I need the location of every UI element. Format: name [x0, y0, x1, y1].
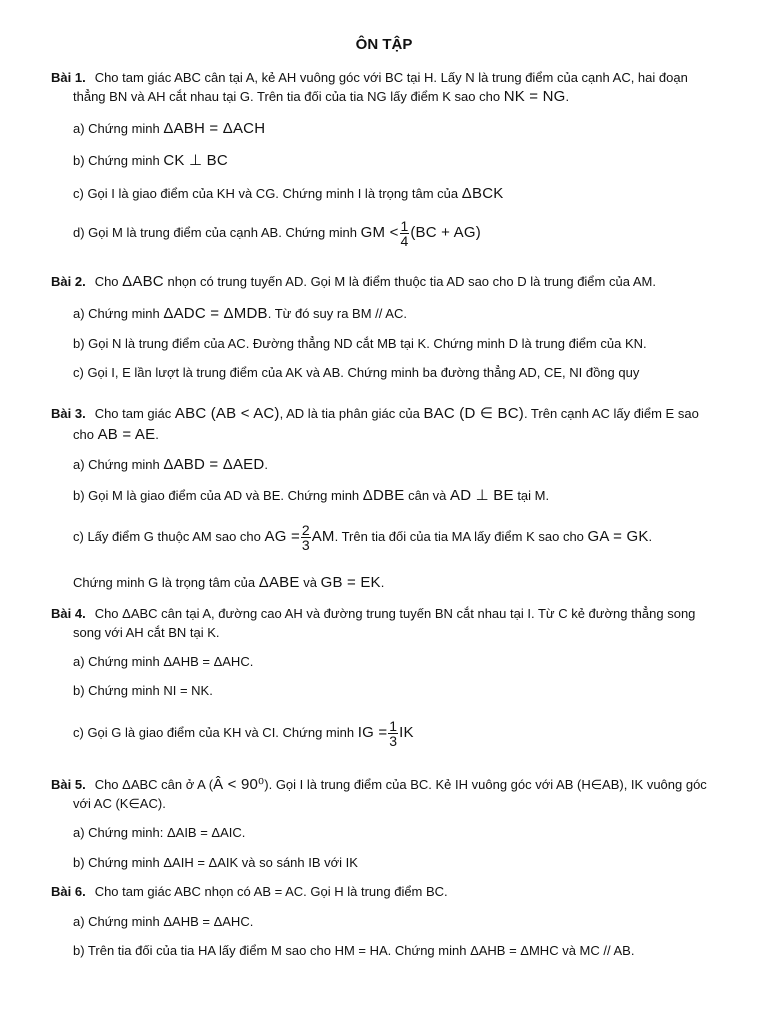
- b4-label: Bài 4.: [51, 606, 86, 621]
- b1-label: Bài 1.: [51, 70, 86, 85]
- b1-a-math: ΔABH = ΔACH: [163, 120, 266, 137]
- b1-b-text: b) Chứng minh: [73, 153, 160, 168]
- b1-math-nk: NK = NG: [503, 88, 566, 105]
- b3-a-math: ΔABD = ΔAED: [163, 456, 265, 473]
- b3-text-1c: . Trên cạnh AC lấy điểm E sao: [523, 406, 699, 421]
- b5-line-2: [73, 795, 166, 813]
- b3-c-num: 2: [301, 522, 310, 539]
- b3-math-2: BAC (D ∈ BC): [423, 405, 524, 422]
- b3-c2-dot: .: [380, 575, 385, 590]
- b1-b: [73, 152, 228, 170]
- b3-text-1b: , AD là tia phân giác của: [279, 406, 420, 421]
- b6-a: [73, 913, 253, 931]
- b3-c2-mid: và: [303, 575, 317, 590]
- b5-math-1: Â < 90⁰: [213, 776, 265, 793]
- b3-math-1: ABC (AB < AC): [174, 405, 280, 422]
- b3-c-math-2: GA = GK: [587, 528, 649, 545]
- b3-a-text: a) Chứng minh: [73, 457, 160, 472]
- b4-text-2: song với AH cắt BN tại K.: [73, 625, 220, 640]
- b3-c: [73, 522, 652, 552]
- b4-c-fraction: [388, 719, 398, 748]
- b4-line-1: [51, 605, 695, 623]
- b3-c-pre: AG =: [264, 528, 300, 545]
- b1-d-text: d) Gọi M là trung điểm của cạnh AB. Chứng minh: [73, 225, 358, 240]
- b2-line-1: [51, 273, 656, 291]
- b2-a-tail: . Từ đó suy ra BM // AC.: [267, 306, 407, 321]
- b5-a: [73, 824, 245, 842]
- b1-b-math: CK ⊥ BC: [163, 152, 228, 169]
- b4-c-den: 3: [389, 733, 398, 750]
- b3-a-dot: .: [264, 457, 269, 472]
- b1-text-2: thẳng BN và AH cắt nhau tại G. Trên tia đối của tia NG lấy điểm K sao cho: [73, 89, 501, 104]
- b2-a-math: ΔADC = ΔMDB: [163, 305, 268, 322]
- b3-line-2: [73, 426, 159, 444]
- b2-text-1a: Cho: [94, 274, 119, 289]
- b5-a-text: a) Chứng minh: ΔAIB = ΔAIC.: [73, 825, 246, 840]
- b2-label: Bài 2.: [51, 274, 86, 289]
- b1-c: [73, 185, 503, 203]
- b3-dot: .: [155, 427, 159, 442]
- b3-c-den: 3: [301, 537, 310, 554]
- b4-b: [73, 682, 213, 700]
- b5-b-text: b) Chứng minh ΔAIH = ΔAIK và so sánh IB với IK: [73, 855, 358, 870]
- page-title: ÔN TẬP: [355, 36, 413, 53]
- b1-text-1: Cho tam giác ABC cân tại A, kẻ AH vuông góc với BC tại H. Lấy N là trung điểm của cạnh AC, hai đoạn: [94, 70, 688, 85]
- b3-c2-math-1: ΔABE: [258, 574, 300, 591]
- b4-line-2: [73, 624, 220, 642]
- b2-a-text: a) Chứng minh: [73, 306, 160, 321]
- b4-text-1: Cho ΔABC cân tại A, đường cao AH và đường trung tuyến BN cắt nhau tại I. Từ C kẻ đường thẳng song: [94, 606, 696, 621]
- b1-dot: .: [565, 89, 570, 104]
- b1-a-text: a) Chứng minh: [73, 121, 160, 136]
- b1-a: [73, 120, 265, 138]
- b3-line-1: [51, 405, 699, 423]
- b3-c-fraction: [301, 523, 311, 552]
- b2-c-text: c) Gọi I, E lần lượt là trung điểm của AK và AB. Chứng minh ba đường thẳng AD, CE, NI đồng quy: [73, 365, 640, 380]
- b1-d: [73, 218, 481, 248]
- b2-math-1: ΔABC: [122, 273, 164, 290]
- b5-line-1: [51, 776, 707, 794]
- b4-c-text: c) Gọi G là giao điểm của KH và CI. Chứng minh: [73, 725, 355, 740]
- b1-c-text: c) Gọi I là giao điểm của KH và CG. Chứng minh I là trọng tâm của: [73, 186, 459, 201]
- b3-math-3: AB = AE: [97, 426, 156, 443]
- b3-b-math-2: AD ⊥ BE: [450, 487, 514, 504]
- b3-c-mid: . Trên tia đối của tia MA lấy điểm K sao cho: [334, 529, 584, 544]
- b3-text-2a: cho: [73, 427, 94, 442]
- b5-text-2: với AC (K∈AC).: [73, 796, 166, 811]
- b6-a-text: a) Chứng minh ΔAHB = ΔAHC.: [73, 914, 254, 929]
- b1-c-math: ΔBCK: [461, 185, 504, 202]
- b4-c-num: 1: [389, 718, 398, 735]
- b4-b-text: b) Chứng minh NI = NK.: [73, 683, 213, 698]
- b1-d-fraction: [400, 219, 410, 248]
- b3-label: Bài 3.: [51, 406, 86, 421]
- b2-b-text: b) Gọi N là trung điểm của AC. Đường thẳng ND cắt MB tại K. Chứng minh D là trung điểm của KN.: [73, 336, 647, 351]
- b2-c: [73, 364, 639, 382]
- b3-c2-math-2: GB = EK: [320, 574, 381, 591]
- b1-d-num: 1: [400, 218, 409, 235]
- b3-c-post: AM: [311, 528, 335, 545]
- b3-b-text: b) Gọi M là giao điểm của AD và BE. Chứng minh: [73, 488, 360, 503]
- b6-text-1: Cho tam giác ABC nhọn có AB = AC. Gọi H là trung điểm BC.: [94, 884, 448, 899]
- b6-label: Bài 6.: [51, 884, 86, 899]
- b5-b: [73, 854, 358, 872]
- b2-a: [73, 305, 407, 323]
- b1-d-den: 4: [400, 233, 409, 250]
- b1-line-1: [51, 69, 688, 87]
- b3-c2: [73, 574, 384, 592]
- b6-line-1: [51, 883, 448, 901]
- b3-b: [73, 487, 549, 505]
- b5-text-1b: ). Gọi I là trung điểm của BC. Kẻ IH vuông góc với AB (H∈AB), IK vuông góc: [264, 777, 707, 792]
- b4-c: [73, 718, 414, 748]
- b3-c-text: c) Lấy điểm G thuộc AM sao cho: [73, 529, 261, 544]
- b3-c-dot: .: [648, 529, 653, 544]
- b3-text-1a: Cho tam giác: [94, 406, 172, 421]
- b1-d-pre: GM <: [360, 224, 399, 241]
- b4-c-post: IK: [399, 724, 414, 741]
- b4-a: [73, 653, 253, 671]
- b3-b-tail: tại M.: [517, 488, 550, 503]
- b3-a: [73, 456, 268, 474]
- b2-text-1b: nhọn có trung tuyến AD. Gọi M là điểm thuộc tia AD sao cho D là trung điểm của AM.: [167, 274, 656, 289]
- b3-c2-text: Chứng minh G là trọng tâm của: [73, 575, 256, 590]
- b3-b-math-1: ΔDBE: [362, 487, 405, 504]
- b5-label: Bài 5.: [51, 777, 86, 792]
- b6-b: [73, 942, 634, 960]
- b2-b: [73, 335, 647, 353]
- b1-d-post: (BC + AG): [410, 224, 481, 241]
- b3-b-mid: cân và: [408, 488, 447, 503]
- b4-c-pre: IG =: [357, 724, 388, 741]
- b5-text-1a: Cho ΔABC cân ở A (: [94, 777, 214, 792]
- b4-a-text: a) Chứng minh ΔAHB = ΔAHC.: [73, 654, 254, 669]
- b6-b-text: b) Trên tia đối của tia HA lấy điểm M sao cho HM = HA. Chứng minh ΔAHB = ΔMHC và MC // AB.: [73, 943, 635, 958]
- b1-line-2: [73, 88, 569, 106]
